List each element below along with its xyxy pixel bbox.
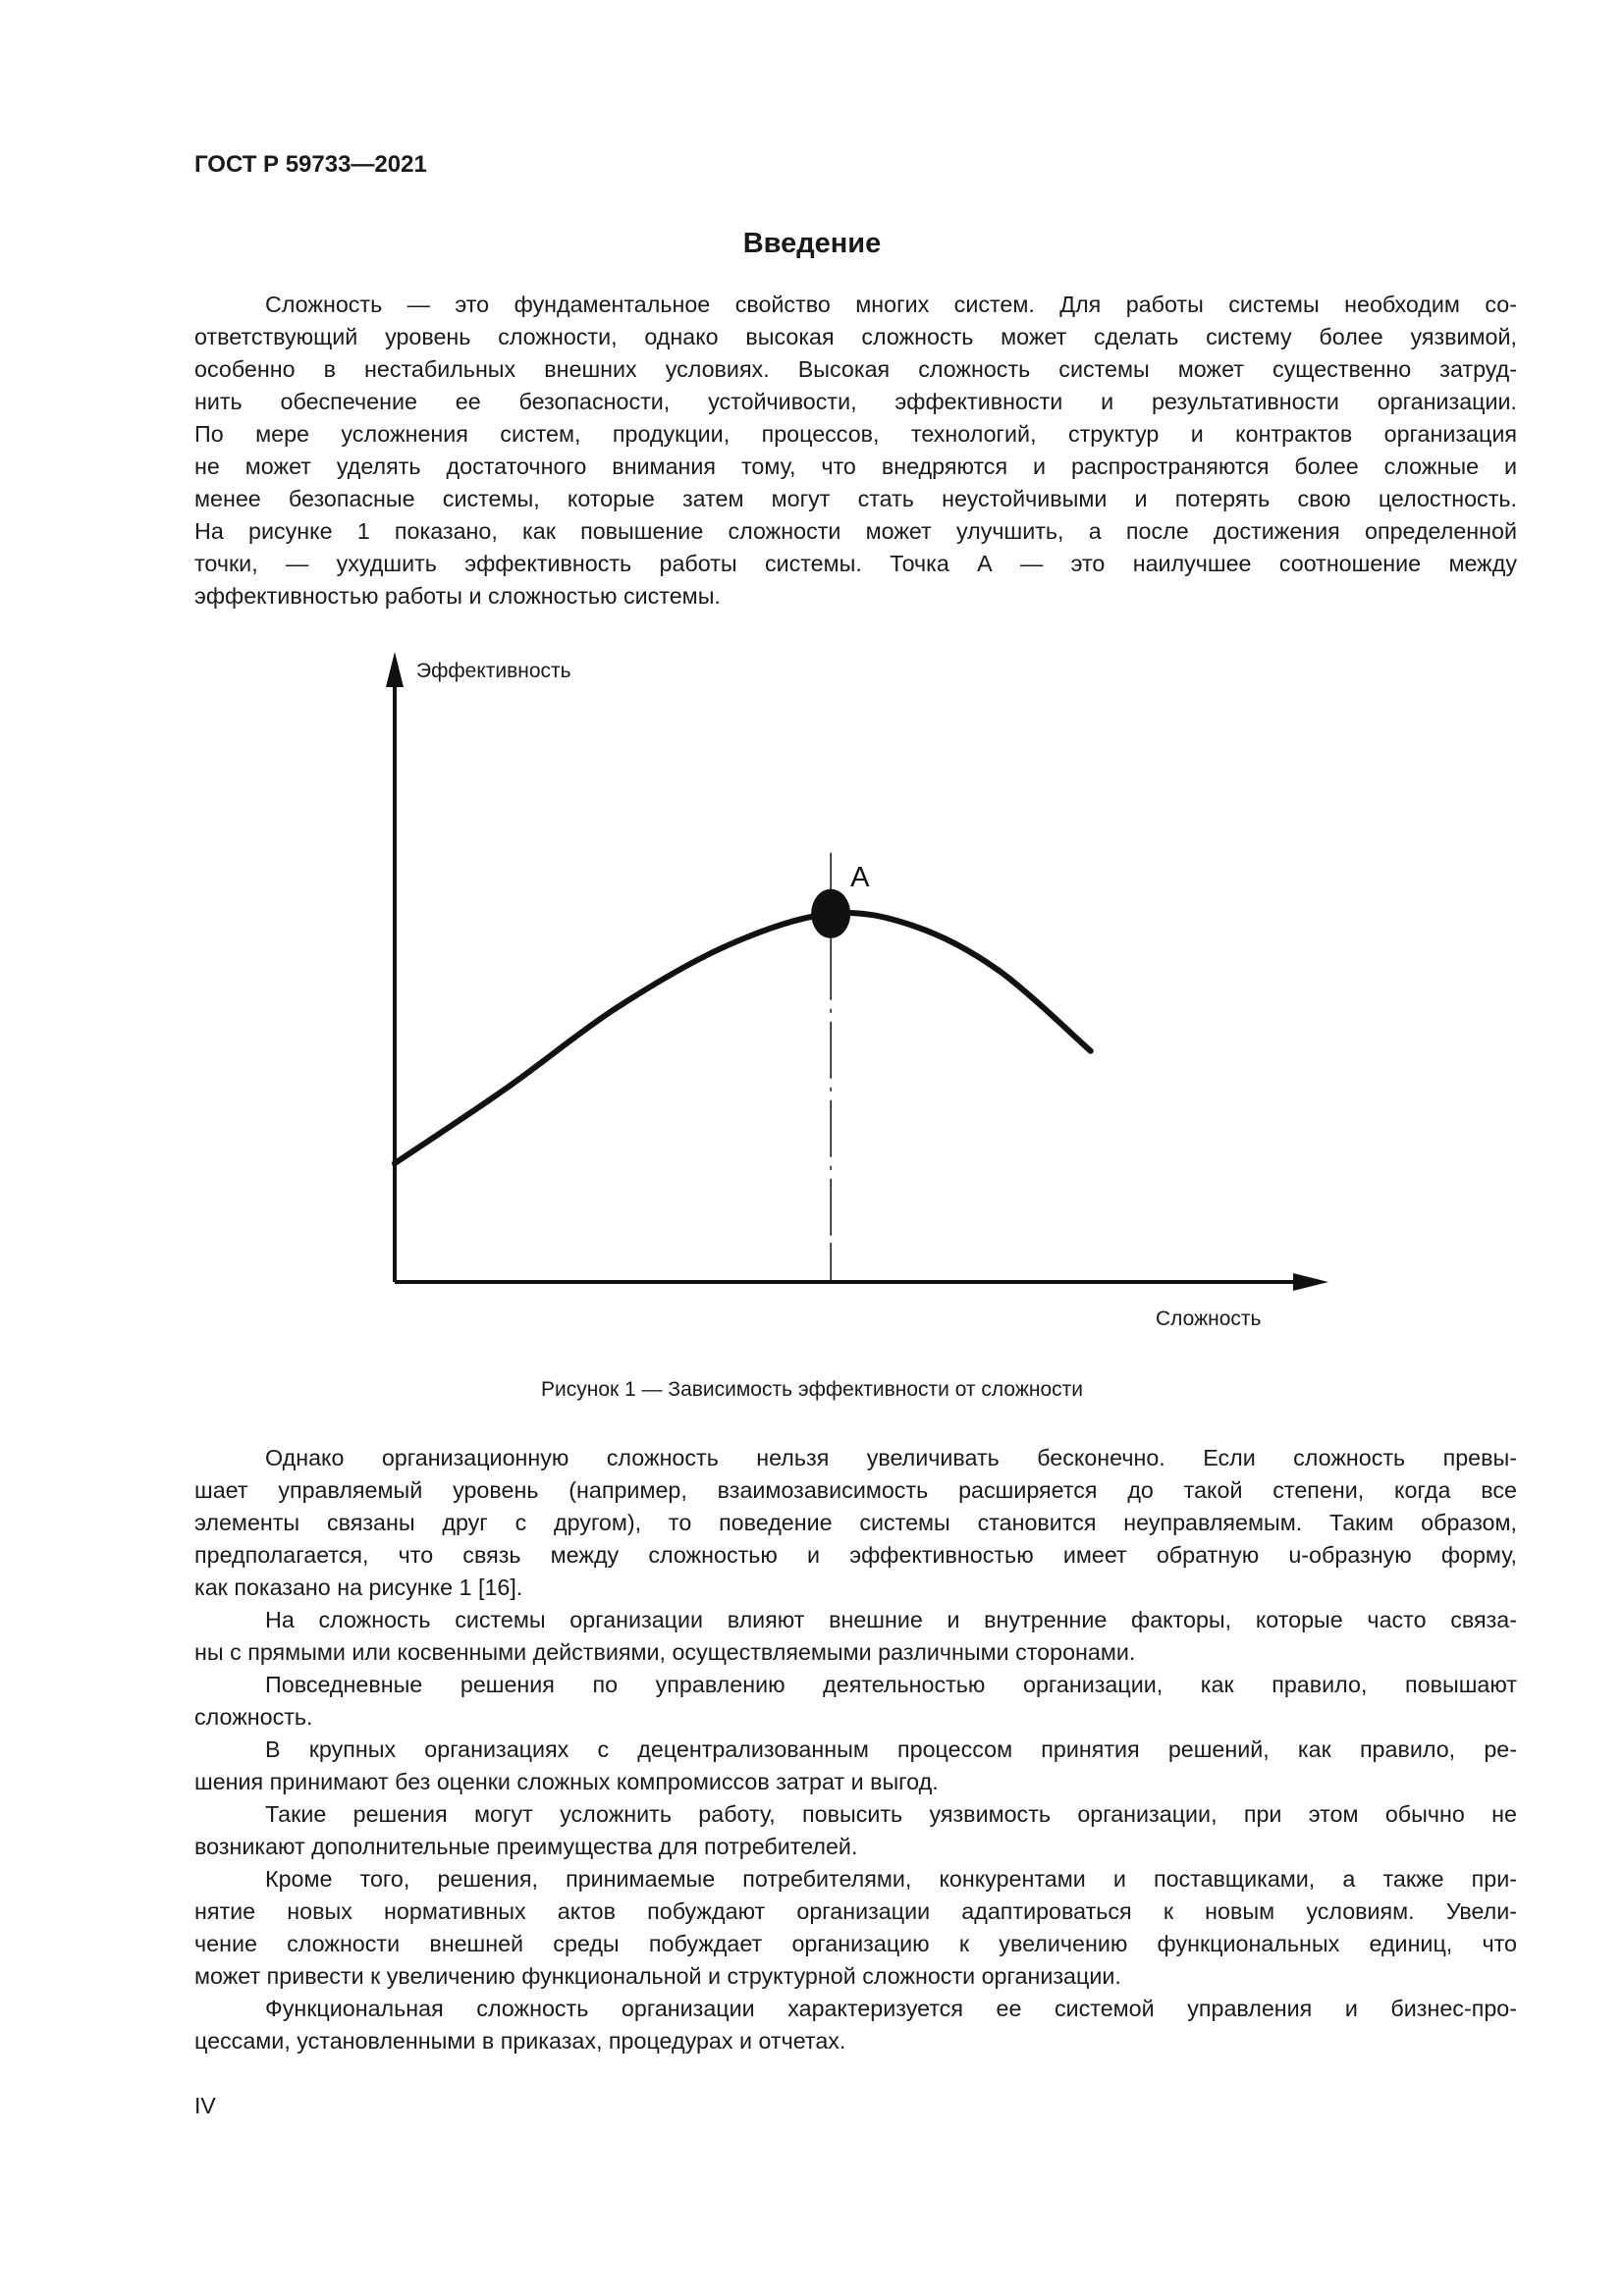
- text-line: Сложность — это фундаментальное свойство многих систем. Для работы системы необходим со-: [265, 292, 1517, 317]
- figure-caption: Рисунок 1 — Зависимость эффективности от сложности: [541, 1378, 1083, 1401]
- body-text: [194, 1442, 1517, 2057]
- text-line: предполагается, что связь между сложностью и эффективностью имеет обратную u-образную форму,: [194, 1542, 1517, 1568]
- section-title: Введение: [742, 228, 882, 259]
- text-line: цессами, установленными в приказах, процедурах и отчетах.: [194, 2028, 846, 2054]
- text-line: возникают дополнительные преимущества для потребителей.: [194, 1834, 858, 1859]
- text-line: нить обеспечение ее безопасности, устойчивости, эффективности и результативности организации.: [194, 389, 1517, 414]
- text-line: не может уделять достаточного внимания тому, что внедряются и распространяются более сложные и: [194, 454, 1517, 479]
- efficiency-curve: [395, 913, 1091, 1163]
- text-line: Кроме того, решения, принимаемые потребителями, конкурентами и поставщиками, а также при-: [265, 1866, 1517, 1892]
- text-line: сложность.: [194, 1704, 313, 1730]
- text-line: На сложность системы организации влияют внешние и внутренние факторы, которые часто связа-: [265, 1607, 1517, 1632]
- text-line: ответствующий уровень сложности, однако высокая сложность может сделать систему более уязвимой,: [194, 324, 1517, 349]
- y-axis-arrow-icon: [386, 652, 404, 687]
- text-line: Однако организационную сложность нельзя увеличивать бесконечно. Если сложность превы-: [265, 1445, 1517, 1470]
- x-axis-arrow-icon: [1293, 1273, 1328, 1291]
- text-line: В крупных организациях с децентрализованным процессом принятия решений, как правило, ре-: [265, 1736, 1517, 1762]
- page-number: IV: [194, 2093, 216, 2118]
- text-line: На рисунке 1 показано, как повышение сложности может улучшить, а после достижения определенной: [194, 518, 1517, 544]
- text-line: как показано на рисунке 1 [16].: [194, 1575, 523, 1600]
- text-line: элементы связаны друг с другом), то поведение системы становится неуправляемым. Таким образом,: [194, 1510, 1517, 1535]
- text-line: Такие решения могут усложнить работу, повысить уязвимость организации, при этом обычно не: [265, 1801, 1517, 1827]
- text-line: точки, — ухудшить эффективность работы системы. Точка А — это наилучшее соотношение между: [194, 551, 1517, 576]
- peak-label: А: [850, 861, 870, 893]
- text-line: шает управляемый уровень (например, взаимозависимость расширяется до такой степени, когда все: [194, 1477, 1517, 1503]
- x-axis-label: Сложность: [1156, 1308, 1262, 1330]
- text-line: шения принимают без оценки сложных компромиссов затрат и выгод.: [194, 1769, 939, 1794]
- text-line: Функциональная сложность организации характеризуется ее системой управления и бизнес-про-: [265, 1996, 1517, 2021]
- text-line: Повседневные решения по управлению деятельностью организации, как правило, повышают: [265, 1672, 1517, 1697]
- text-line: чение сложности внешней среды побуждает организацию к увеличению функциональных единиц, что: [194, 1931, 1517, 1956]
- document-id-header: ГОСТ Р 59733—2021: [194, 151, 427, 178]
- text-line: может привести к увеличению функциональной и структурной сложности организации.: [194, 1963, 1121, 1989]
- text-line: особенно в нестабильных внешних условиях. Высокая сложность системы может существенно затруд-: [194, 356, 1517, 382]
- text-line: эффективностью работы и сложностью системы.: [194, 583, 721, 609]
- text-line: По мере усложнения систем, продукции, процессов, технологий, структур и контрактов организация: [194, 421, 1517, 447]
- peak-point-a: [811, 889, 850, 938]
- y-axis-label: Эффективность: [416, 660, 571, 682]
- text-line: менее безопасные системы, которые затем могут стать неустойчивыми и потерять свою целостность.: [194, 486, 1517, 511]
- text-line: ны с прямыми или косвенными действиями, осуществляемыми различными сторонами.: [194, 1639, 1136, 1665]
- text-line: нятие новых нормативных актов побуждают организации адаптироваться к новым условиям. Увели-: [194, 1898, 1517, 1924]
